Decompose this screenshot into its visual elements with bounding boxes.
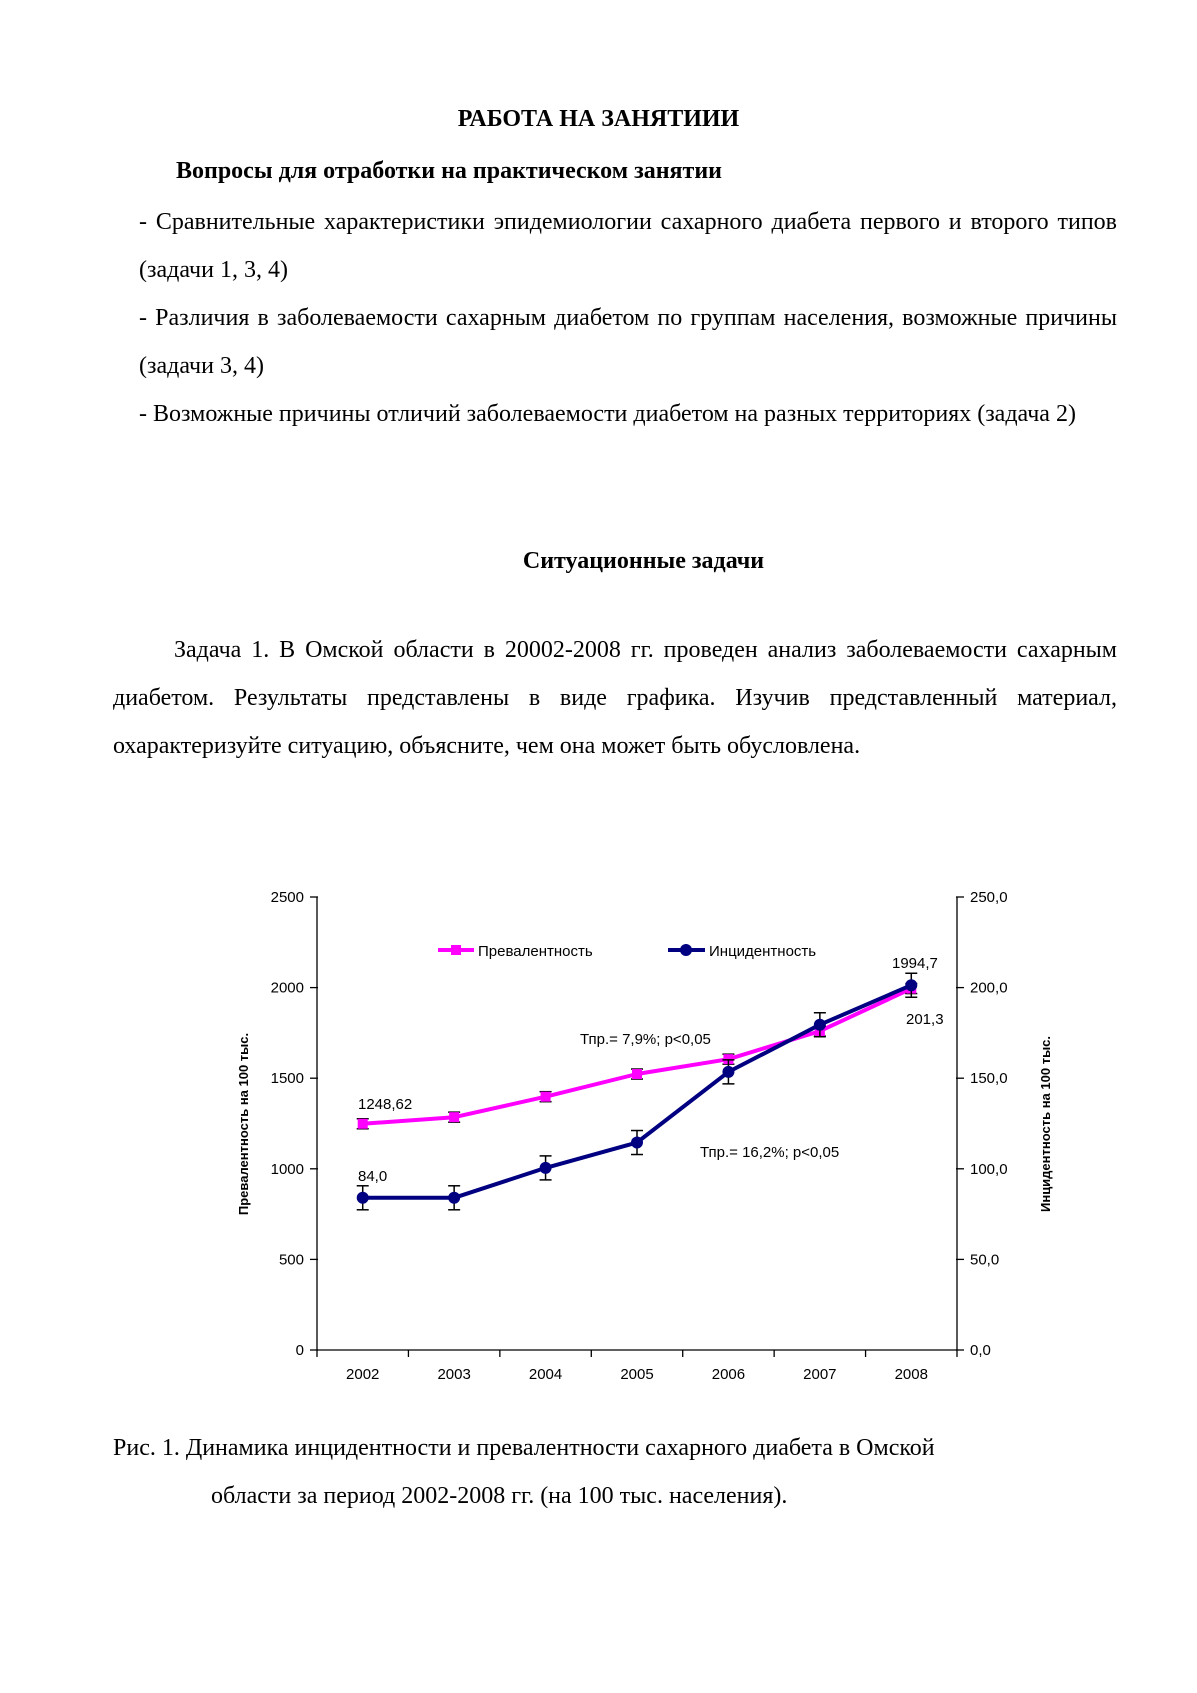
question-item: - Сравнительные характеристики эпидемиологии сахарного диабета первого и второго типов (задачи 1, 3, 4) (139, 209, 1117, 283)
x-tick-label: 2007 (803, 1366, 837, 1383)
data-point-circle (448, 1192, 460, 1204)
legend-marker-prevalence (451, 945, 461, 955)
legend-label-prevalence: Превалентность (478, 943, 593, 960)
y-left-tick-label: 1500 (270, 1070, 304, 1088)
questions-heading: Вопросы для отработки на практическом занятии (176, 158, 722, 184)
question-item: - Возможные причины отличий заболеваемости диабетом на разных территориях (задача 2) (139, 401, 1076, 427)
task-1-text: Задача 1. В Омской области в 20002-2008 гг. проведен анализ заболеваемости сахарным диабетом. Результаты представлены в виде графика. Изучив представленный материал, охарактеризуйте ситуацию, объясните, чем она может быть обусловлена. (113, 637, 1117, 759)
y-right-tick-label: 100,0 (970, 1160, 1008, 1178)
data-point-circle (722, 1066, 734, 1078)
data-point-square (358, 1119, 368, 1129)
figure-caption (113, 1424, 935, 1520)
y-left-tick-label: 1000 (270, 1160, 304, 1178)
trend-annotation: Тпр.= 16,2%; p<0,05 (700, 1144, 840, 1161)
legend-marker-incidence (680, 944, 692, 956)
y-right-tick-label: 50,0 (970, 1251, 1000, 1269)
x-tick-label: 2004 (528, 1366, 563, 1383)
y-left-tick-label: 2500 (270, 889, 304, 906)
y-right-axis-title: Инцидентность на 100 тыс. (1038, 1035, 1053, 1213)
data-point-circle (814, 1019, 826, 1031)
data-label: 1994,7 (892, 955, 938, 972)
trend-annotation: Тпр.= 7,9%; p<0,05 (580, 1031, 711, 1048)
caption-line-2: области за период 2002-2008 гг. (на 100 тыс. населения). (211, 1483, 788, 1509)
x-tick-label: 2006 (711, 1366, 746, 1383)
data-point-square (541, 1092, 551, 1102)
y-right-tick-label: 250,0 (970, 889, 1008, 906)
data-point-square (632, 1069, 642, 1079)
page-title: РАБОТА НА ЗАНЯТИИИ (457, 106, 740, 132)
caption-line-1: Рис. 1. Динамика инцидентности и превалентности сахарного диабета в Омской (113, 1435, 935, 1461)
legend-label-incidence: Инцидентность (709, 943, 817, 960)
data-label: 201,3 (906, 1011, 944, 1028)
y-left-axis-title: Превалентность на 100 тыс. (236, 1032, 251, 1216)
data-label: 1248,62 (358, 1096, 413, 1113)
data-point-circle (631, 1137, 643, 1149)
y-right-tick-label: 150,0 (970, 1070, 1008, 1088)
y-left-tick-label: 0 (295, 1342, 304, 1359)
series-line-0 (363, 989, 912, 1124)
series-line-1 (363, 985, 912, 1198)
y-left-tick-label: 500 (278, 1251, 304, 1269)
section-title: Ситуационные задачи (522, 548, 765, 574)
data-label: 84,0 (358, 1168, 388, 1185)
data-point-square (449, 1112, 459, 1122)
x-tick-label: 2003 (437, 1366, 471, 1383)
data-point-circle (540, 1162, 552, 1174)
y-right-tick-label: 200,0 (970, 979, 1008, 997)
question-item: - Различия в заболеваемости сахарным диабетом по группам населения, возможные причины (задачи 3, 4) (139, 305, 1117, 379)
y-right-tick-label: 0,0 (970, 1342, 991, 1359)
data-point-circle (357, 1192, 369, 1204)
x-tick-label: 2008 (894, 1366, 928, 1383)
y-left-tick-label: 2000 (270, 979, 304, 997)
data-point-circle (905, 979, 917, 991)
x-tick-label: 2005 (620, 1366, 654, 1383)
x-tick-label: 2002 (346, 1366, 380, 1383)
